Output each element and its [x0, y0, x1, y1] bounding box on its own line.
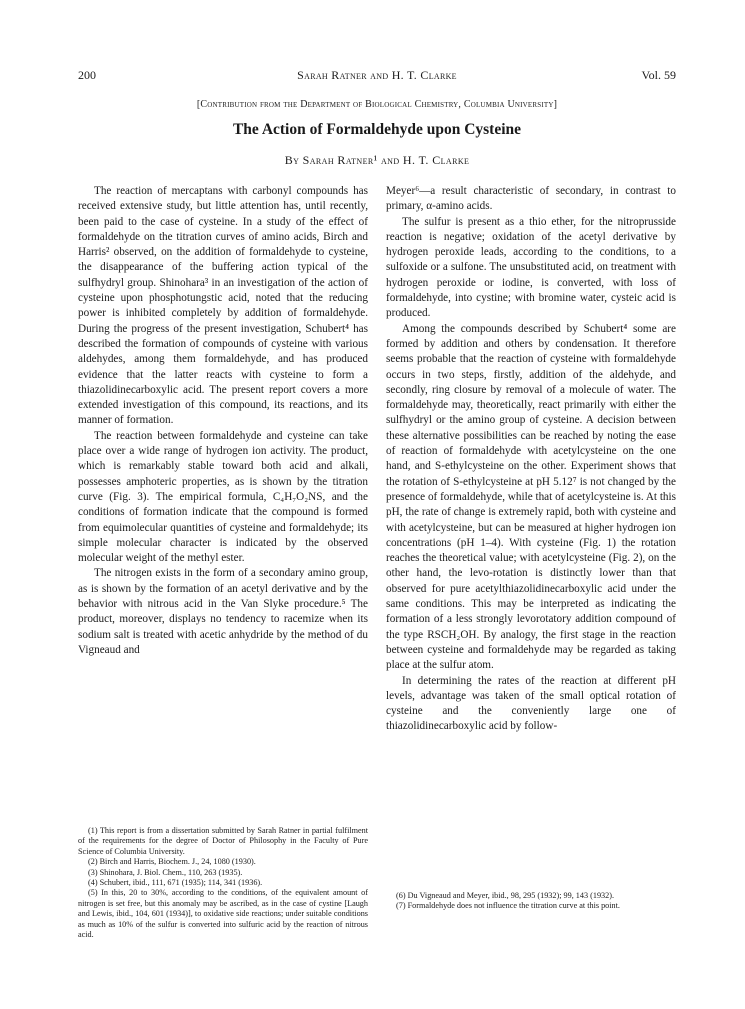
footnote: (5) In this, 20 to 30%, according to the conditions, of the equivalent amount of nitrogen is set free, but this anomaly may be ascribed, as in the case of cystine [Laugh and Lewis, ibid., 104, 601 (1934)], to oxidative side reactions; under suitable conditions as much as 10% of the sulfur is converted into sulfuric acid by the reaction of nitrous acid.: [78, 888, 368, 940]
footnotes-left: [78, 826, 368, 940]
left-column: [78, 184, 368, 658]
body-paragraph: The sulfur is present as a thio ether, for the nitroprusside reaction is negative; oxidation of the acetyl derivative by hydrogen peroxide leads, according to the conditions, to a sulfoxide or a sulfone. The unsubstituted acid, on treatment with hydrogen peroxide or iodine, is converted, with loss of formaldehyde, into cystine; with bromine water, cysteic acid is produced.: [386, 215, 676, 320]
running-title: Sarah Ratner and H. T. Clarke: [297, 68, 457, 82]
page-header: [78, 68, 676, 84]
body-paragraph: Among the compounds described by Schubert⁴ some are formed by addition and others by condensation. It therefore seems probable that the reaction of cysteine with formaldehyde occurs in two steps, firstly, addition of the aldehyde, and secondly, ring closure by removal of a molecule of water. The formaldehyde may, theoretically, react primarily with either the sulfhydryl or the amino group of cysteine. A decision between these alternative possibilities can be reached by noting the ease of reaction of formaldehyde with acetylcysteine on the one hand, and S-ethylcysteine on the other. Experiment shows that the rotation of S-ethylcysteine at pH 5.12⁷ is not changed by the presence of formaldehyde, while that of acetylcysteine is. At this pH, the rate of change is extremely rapid, both with cysteine and with acetylcysteine, but can be measured at higher hydrogen ion concentrations (pH 1–4). With cysteine (Fig. 1) the rotation reaches the theoretical value; with acetylcysteine (Fig. 2), on the other hand, the levo-rotation is distinctly lower than that observed for pure acetylthiazolidinecarboxylic acid under the same conditions. This may be interpreted as indicating the formation of a less strongly levorotatory addition compound of the type RSCH₂OH. By analogy, the first stage in the reaction between cysteine and formaldehyde may be regarded as taking place at the sulfur atom.: [386, 322, 676, 672]
right-column: [386, 184, 676, 735]
page-number: 200: [78, 68, 96, 82]
footnote: (4) Schubert, ibid., 111, 671 (1935); 114, 341 (1936).: [88, 878, 263, 888]
footnote: (2) Birch and Harris, Biochem. J., 24, 1080 (1930).: [88, 857, 256, 867]
body-paragraph: The reaction between formaldehyde and cysteine can take place over a wide range of hydrogen ion activity. The product, which is remarkably stable toward both acid and alkali, possesses amphoteric properties, as is shown by the titration curve (Fig. 3). The empirical formula, C₄H₇O₂NS, and the conditions of formation indicate that the compound is formed from equimolecular quantities of cysteine and formaldehyde; its simple molecular character is indicated by the observed molecular weight of the methyl ester.: [78, 429, 368, 565]
body-paragraph: The nitrogen exists in the form of a secondary amino group, as is shown by the formation of an acetyl derivative and by the behavior with nitrous acid in the Van Slyke procedure.⁵ The product, moreover, displays no tendency to racemize when its sodium salt is treated with acetic anhydride by the method of du Vigneaud and: [78, 567, 368, 656]
footnote: (1) This report is from a dissertation submitted by Sarah Ratner in partial fulfilment of the requirements for the degree of Doctor of Philosophy in the Faculty of Pure Science of Columbia University.: [78, 826, 368, 856]
body-paragraph: The reaction of mercaptans with carbonyl compounds has received extensive study, but little attention has, until recently, been paid to the case of cysteine. In a study of the effect of formaldehyde on the titration curves of amino acids, Birch and Harris² observed, on the addition of formaldehyde to cysteine, the disappearance of the buffering action typical of the sulfhydryl group. Shinohara³ in an investigation of the action of cysteine upon phosphotungstic acid, noted that the reducing power is inhibited completely by addition of formaldehyde. During the progress of the present investigation, Schubert⁴ has described the formation of compounds of cysteine with various aldehydes, among them formaldehyde, and has produced evidence that the latter reacts with cysteine to form a thiazolidinecarboxylic acid. The present report covers a more extended investigation of this compound, its reactions, and its manner of formation.: [78, 185, 368, 427]
body-paragraph: In determining the rates of the reaction at different pH levels, advantage was taken of the small optical rotation of cysteine and the conveniently large one of thiazolidinecarboxylic acid by follow-: [386, 674, 676, 733]
article-title: The Action of Formaldehyde upon Cysteine: [232, 121, 522, 138]
body-paragraph: Meyer⁶—a result characteristic of secondary, in contrast to primary, α-amino acids.: [386, 185, 676, 213]
author-line: By Sarah Ratner¹ and H. T. Clarke: [284, 153, 470, 167]
footnote: (3) Shinohara, J. Biol. Chem., 110, 263 (1935).: [88, 867, 243, 877]
footnote: (7) Formaldehyde does not influence the titration curve at this point.: [396, 901, 620, 911]
contribution-line: [Contribution from the Department of Biological Chemistry, Columbia University]: [196, 99, 558, 110]
volume-label: Vol. 59: [641, 68, 676, 82]
footnote: (6) Du Vigneaud and Meyer, ibid., 98, 295 (1932); 99, 143 (1932).: [396, 891, 615, 900]
footnotes-right: [386, 891, 676, 912]
